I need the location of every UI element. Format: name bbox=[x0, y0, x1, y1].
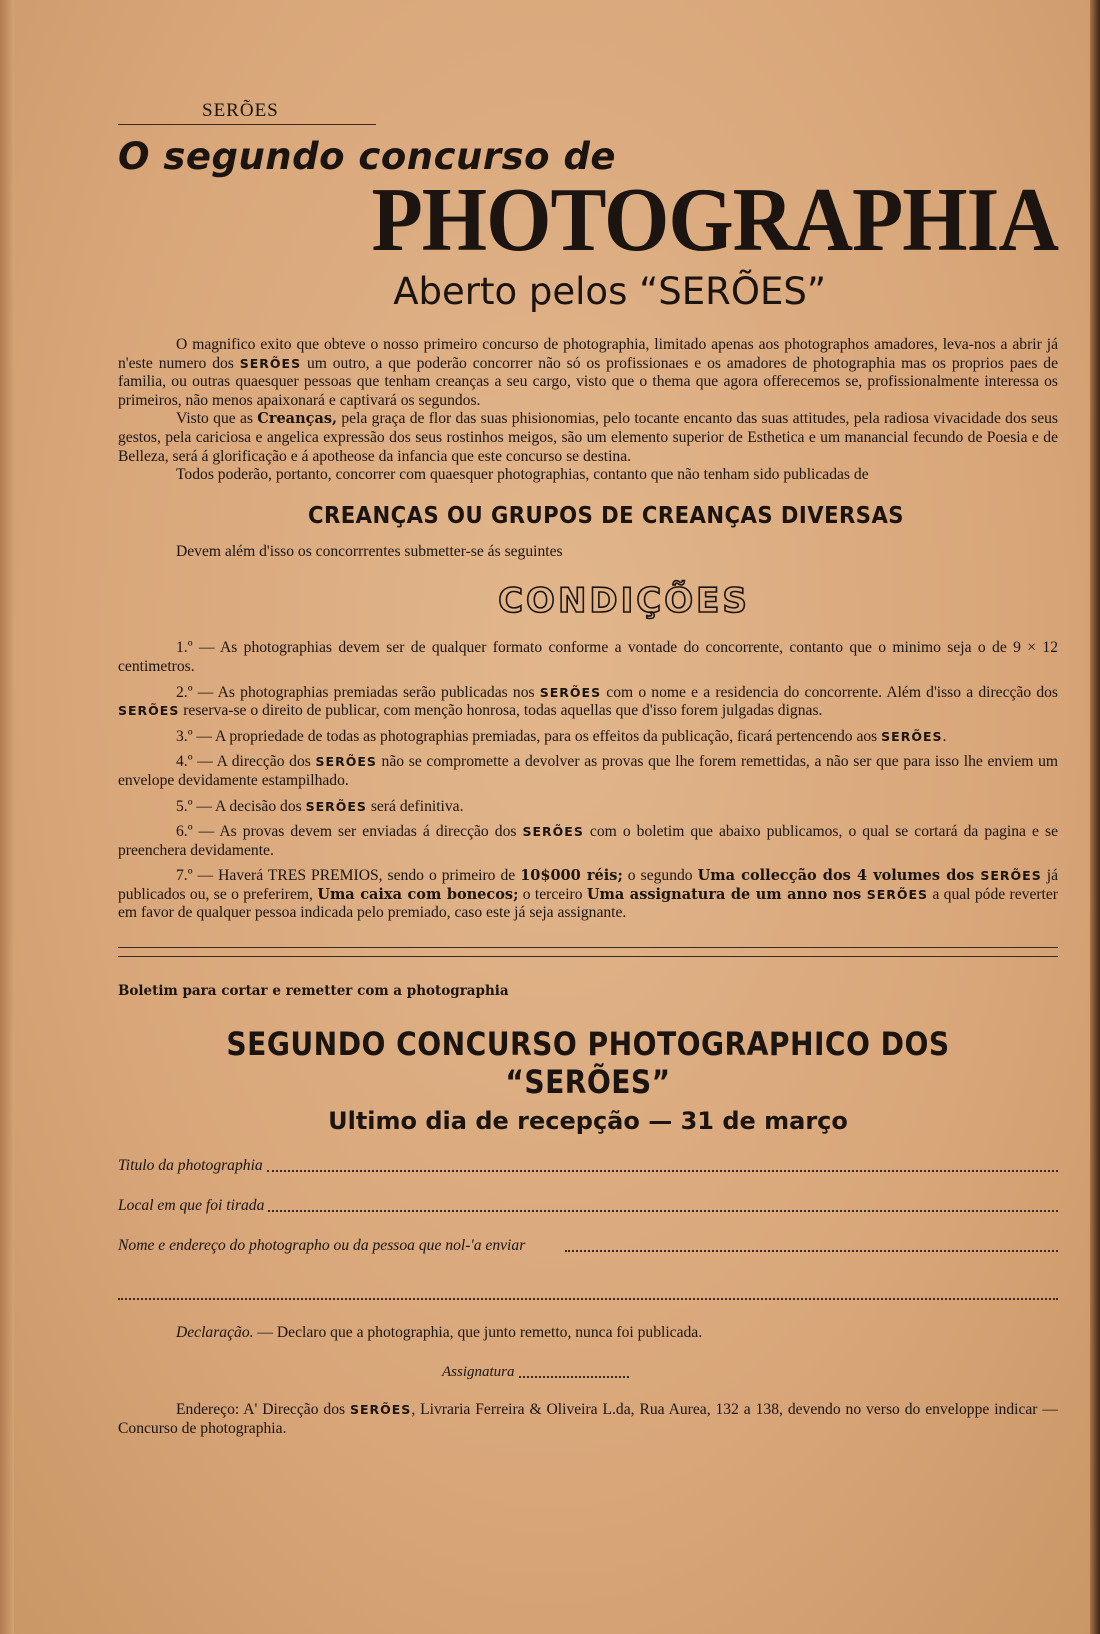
condition-2: 2.º — As photographias premiadas serão publicadas nos SERÕES com o nome e a residencia do concorrente. Além d'isso a direcção dos SERÕES reserva-se o direito de publicar, com menção honrosa, todas aquellas que d'isso forem julgadas dignas. bbox=[118, 683, 1058, 720]
condition-6: 6.º — As provas devem ser enviadas á direcção dos SERÕES com o boletim que abaixo publicamos, o qual se cortará da pagina e se preenchera devidamente. bbox=[118, 823, 1059, 859]
condition-7: 7.º — Haverá TRES PREMIOS, sendo o primeiro de 10$000 réis; o segundo Uma collecção dos 4 volumes dos SERÕES já publicados ou, se o preferirem, Uma caixa com bonecos; o terceiro Uma assignatura de um anno nos SERÕES a qual póde reverter em favor de qualquer pessoa indicada pelo premiado, caso este já seja assignante. bbox=[118, 867, 1059, 922]
endereco: Endereço: A' Direcção dos SERÕES, Livraria Ferreira & Oliveira L.da, Rua Aurea, 132 a 138, devendo no verso do enveloppe indicar — Concurso de photographia. bbox=[118, 1401, 1058, 1437]
condition-5: 5.º — A decisão dos SERÕES será definitiva. bbox=[176, 797, 464, 815]
condition-3: 3.º — A propriedade de todas as photographias premiadas, para os effeitos da publicação, ficará pertencendo aos SERÕES. bbox=[176, 727, 947, 745]
field-nome-label: Nome e endereço do photographo ou da pessoa que nol-'a enviar bbox=[118, 1237, 526, 1255]
field-nome[interactable] bbox=[118, 1237, 1058, 1255]
title-line-3: Aberto pelos “SERÕES” bbox=[393, 270, 826, 313]
field-local-label: Local em que foi tirada bbox=[118, 1197, 265, 1215]
field-nome-line[interactable] bbox=[565, 1249, 1058, 1252]
page-edge-right bbox=[1090, 0, 1100, 1634]
creancas-emphasis: Creanças, bbox=[257, 410, 338, 428]
conditions-heading: CONDIÇÕES bbox=[498, 581, 750, 622]
declaracao: Declaração. — Declaro que a photographia, que junto remetto, nunca foi publicada. bbox=[176, 1324, 703, 1342]
field-local-line[interactable] bbox=[268, 1209, 1058, 1212]
field-titulo[interactable] bbox=[118, 1157, 1058, 1175]
field-local[interactable] bbox=[118, 1197, 1058, 1215]
signature-field[interactable] bbox=[118, 1364, 1058, 1381]
field-titulo-label: Titulo da photographia bbox=[118, 1157, 263, 1175]
intro-paragraph-1: O magnifico exito que obteve o nosso primeiro concurso de photographia, limitado apenas aos photographos amadores, leva-nos a abrir já n'este numero dos SERÕES um outro, a que poderão concorrer não só os profissionaes e os amadores de photographia mas os proprios paes de familia, ou outras quaesquer pessoas que tenham creanças a seu cargo, visto que o thema que agora offerecemos se, profissionalmente interessa os primeiros, não menos apaixonará e captivará os segundos. bbox=[118, 336, 1058, 409]
page-edge-left bbox=[0, 0, 14, 1634]
boletim-lead: Boletim para cortar e remetter com a photographia bbox=[118, 983, 509, 1000]
condition-4: 4.º — A direcção dos SERÕES não se compromette a devolver as provas que lhe forem remettidas, a não ser que para isso lhe enviem um envelope devidamente estampilhado. bbox=[118, 753, 1058, 789]
section-heading: CREANÇAS OU GRUPOS DE CREANÇAS DIVERSAS bbox=[308, 502, 904, 529]
intro-paragraph-3: Todos poderão, portanto, concorrer com quaesquer photographias, contanto que não tenham sido publicadas de bbox=[176, 466, 869, 484]
field-nome-line-2[interactable] bbox=[118, 1297, 1058, 1300]
title-line-1: O segundo concurso de bbox=[118, 135, 617, 178]
cut-rule bbox=[118, 956, 1058, 957]
form-subtitle: Ultimo dia de recepção — 31 de março bbox=[328, 1107, 848, 1136]
devem-paragraph: Devem além d'isso os concorrrentes submetter-se ás seguintes bbox=[176, 542, 563, 560]
brand-name: SERÕES bbox=[239, 355, 302, 371]
intro-paragraph-2: Visto que as Creanças, pela graça de flor das suas phisionomias, pelo tocante encanto das suas attitudes, pela radiosa vivacidade dos seus gestos, pela cariciosa e angelica expressão dos seus rostinhos meigos, são um elemento superior de Esthetica e um manancial fecundo de Poesia e de Belleza, será á glorificação e á apotheose da infancia que este concurso se destina. bbox=[118, 410, 1058, 465]
magazine-page bbox=[118, 100, 1058, 1438]
signature-label: Assignatura bbox=[442, 1364, 515, 1381]
condition-1: 1.º — As photographias devem ser de qualquer formato conforme a vontade do concorrente, contanto que o minimo seja o de 9 × 12 centimetros. bbox=[118, 639, 1058, 675]
form-title: SEGUNDO CONCURSO PHOTOGRAPHICO DOS “SERÕES” bbox=[226, 1025, 950, 1102]
running-head: SERÕES bbox=[118, 100, 376, 125]
title-line-2: PHOTOGRAPHIA bbox=[371, 170, 1058, 271]
field-titulo-line[interactable] bbox=[267, 1169, 1058, 1172]
signature-line[interactable] bbox=[519, 1364, 629, 1378]
cut-rule bbox=[118, 947, 1058, 948]
